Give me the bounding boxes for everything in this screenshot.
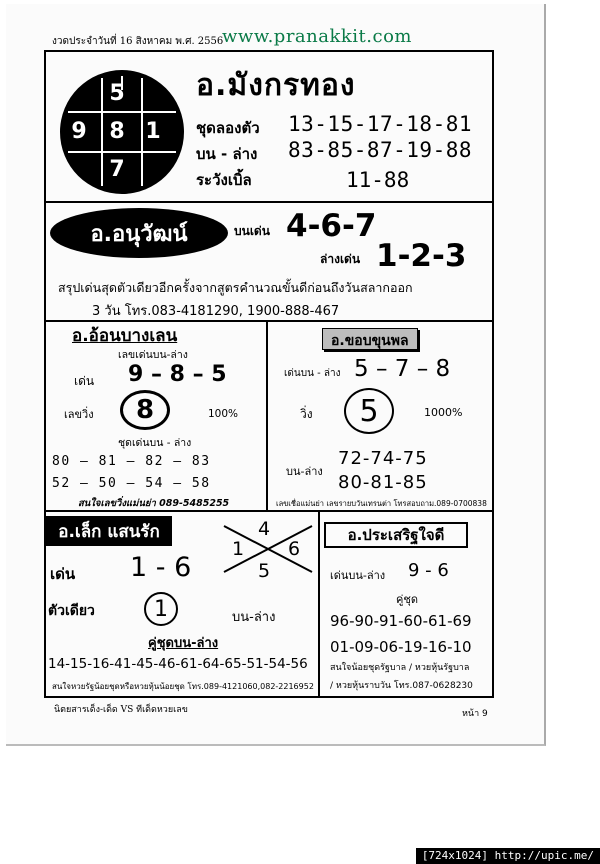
mangkorn-row2-label: บน - ล่าง (196, 145, 258, 163)
prasert-title: อ.ประเสริฐใจดี (324, 522, 468, 548)
prasert-contact1: สนใจน้อยชุดรัฐบาล / หวยหุ้นรัฐบาล (330, 663, 470, 673)
lek-bonlang-label: บน-ล่าง (232, 610, 276, 625)
anuwat-bottom-label: ล่างเด่น (320, 252, 361, 266)
khonkhunphon-run-pct: 1000% (424, 406, 463, 419)
lek-single-label: ตัวเดียว (48, 603, 95, 619)
grid-bottom: 7 (109, 156, 125, 182)
mangkorn-row1-value: 13-15-17-18-81 (288, 112, 473, 136)
lek-pairs: 14-15-16-41-45-46-61-64-65-51-54-56 (48, 656, 308, 672)
site-url[interactable]: www.pranakkit.com (222, 26, 413, 47)
anuwat-title: อ.อนุวัฒน์ (50, 208, 228, 258)
khonkhunphon-title: อ.ขอบขุนพล (322, 328, 418, 350)
prasert-main-label: เด่นบน-ล่าง (330, 569, 386, 582)
mangkorn-row3-label: ระวังเบิ้ล (196, 171, 252, 189)
aon-run-value: 8 (120, 390, 170, 430)
khonkhunphon-contact: เลขเชื่อแม่นย่า เลขรายบวันเทรนต่า โทรสอบถาม.089-0700838 (276, 499, 487, 508)
khonkhunphon-run-label: วิ่ง (300, 407, 313, 421)
khonkhunphon-pairs-label: บน-ล่าง (286, 465, 323, 478)
aon-sub: เลขเด่นบน-ล่าง (118, 349, 188, 361)
mangkorn-row2-value: 83-85-87-19-88 (288, 138, 473, 162)
khonkhunphon-main-label: เด่นบน - ล่าง (284, 368, 341, 379)
anuwat-bottom-value: 1-2-3 (376, 238, 467, 274)
prasert-contact2: / หวยหุ้นราบวัน โทร.087-0628230 (330, 681, 473, 691)
grid-left: 9 (71, 118, 87, 144)
issue-date: งวดประจำวันที่ 16 สิงหาคม พ.ศ. 2556 (52, 36, 224, 47)
grid-top: 5 (109, 80, 125, 106)
aon-main-value: 9 – 8 – 5 (128, 362, 227, 387)
lek-pairs-label: คู่ชุดบน-ล่าง (148, 636, 219, 651)
aon-pairs-label: ชุดเด่นบน - ล่าง (118, 437, 192, 449)
mangkorn-title: อ.มังกรทอง (196, 68, 356, 103)
divider-1 (44, 201, 494, 203)
lek-single-value: 1 (144, 592, 178, 626)
aon-pairs-row2: 52 – 50 – 54 – 58 (52, 476, 211, 491)
grid-right: 1 (145, 118, 161, 144)
lek-cross-top: 4 (258, 518, 271, 540)
lek-contact: สนใจหวยรัฐน้อยชุดหรือหวยหุ้นน้อยชุด โทร.089-4121060,082-2216952 (52, 682, 314, 691)
divider-vert-2 (318, 510, 320, 698)
khonkhunphon-main-value: 5 – 7 – 8 (354, 356, 451, 382)
khonkhunphon-run-value: 5 (344, 388, 394, 434)
aon-main-label: เด่น (74, 374, 95, 388)
lek-main-value: 1 - 6 (130, 552, 192, 583)
grid-center: 8 (109, 118, 125, 144)
khonkhunphon-pairs-row2: 80-81-85 (338, 472, 428, 493)
lek-cross-left: 1 (232, 538, 245, 560)
aon-title: อ.อ้อนบางเลน (72, 326, 178, 346)
lek-title: อ.เล็ก แสนรัก (46, 516, 172, 546)
anuwat-phone: 3 วัน โทร.083-4181290, 1900-888-467 (92, 304, 340, 319)
footer-page: หน้า 9 (462, 709, 488, 719)
aon-contact: สนใจเลขวิ่งแม่นย่า 089-5485255 (78, 498, 230, 509)
anuwat-top-label: บนเด่น (234, 224, 270, 238)
aon-run-label: เลขวิ่ง (64, 408, 94, 421)
prasert-pairs-label: คู่ชุด (396, 593, 418, 606)
prasert-row1: 96-90-91-60-61-69 (330, 612, 472, 630)
divider-vert-1 (266, 320, 268, 512)
prasert-row2: 01-09-06-19-16-10 (330, 638, 472, 656)
mangkorn-row1-label: ชุดลองตัว (196, 119, 260, 137)
mangkorn-row3-value: 11-88 (346, 168, 410, 192)
anuwat-top-value: 4-6-7 (286, 208, 377, 244)
image-host-tag[interactable]: [724x1024] http://upic.me/ (416, 848, 600, 864)
lek-cross-bottom: 5 (258, 560, 271, 582)
prasert-main-value: 9 - 6 (408, 560, 449, 581)
footer-magazine: นิตยสารเด็ง-เด็ด VS ทีเด็ดหวยเลข (54, 705, 188, 715)
aon-pairs-row1: 80 – 81 – 82 – 83 (52, 454, 211, 469)
khonkhunphon-pairs-row1: 72-74-75 (338, 448, 428, 469)
lek-cross-right: 6 (288, 538, 301, 560)
aon-run-pct: 100% (208, 408, 239, 420)
lek-main-label: เด่น (50, 565, 76, 583)
anuwat-summary: สรุปเด่นสุดตัวเดียวอีกครั้งจากสูตรคำนวณขั้นดีก่อนถึงวันสลากออก (58, 280, 413, 295)
